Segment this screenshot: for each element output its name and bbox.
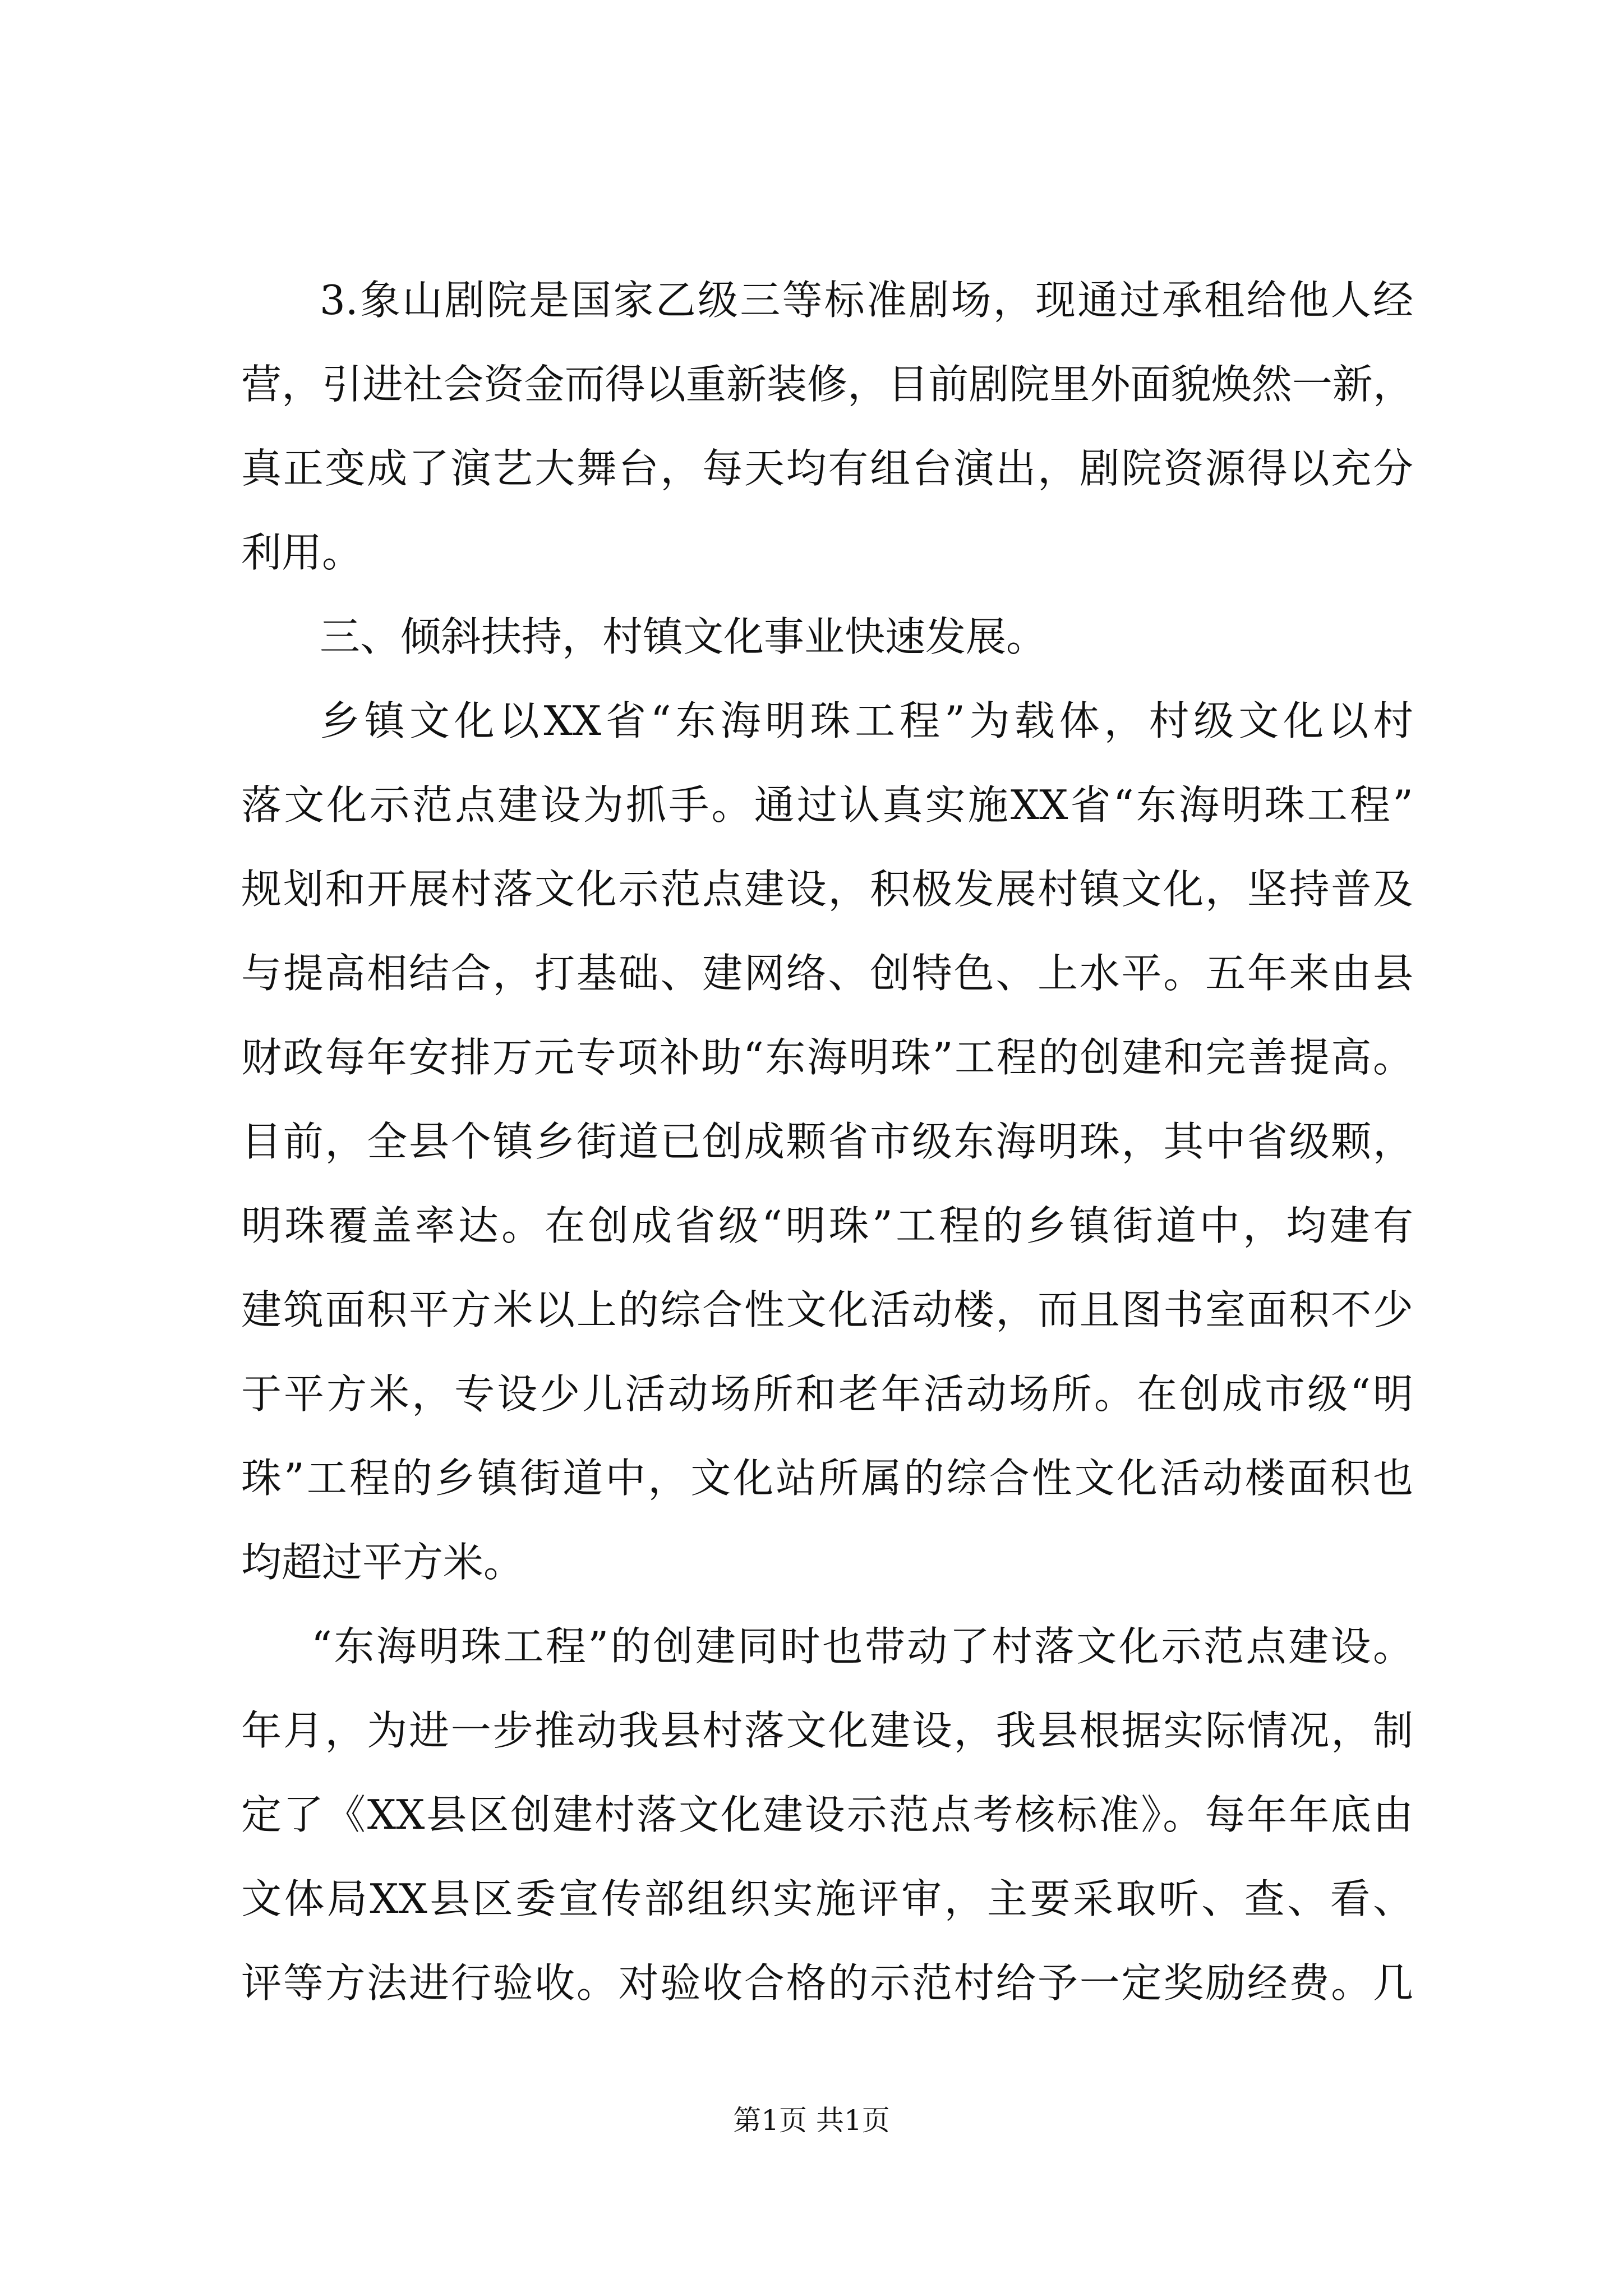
paragraph-line: 落文化示范点建设为抓手。通过认真实施XX省“东海明珠工程” — [241, 781, 1413, 829]
paragraph-line: 年月，为进一步推动我县村落文化建设，我县根据实际情况，制 — [241, 1707, 1413, 1754]
paragraph-line: 规划和开展村落文化示范点建设，积极发展村镇文化，坚持普及 — [241, 866, 1413, 913]
paragraph-line: 与提高相结合，打基础、建网络、创特色、上水平。五年来由县 — [241, 950, 1413, 997]
paragraph-line: 利用。 — [241, 529, 363, 576]
paragraph-line: 营，引进社会资金而得以重新装修，目前剧院里外面貌焕然一新， — [241, 361, 1413, 408]
paragraph-line: 文体局XX县区委宣传部组织实施评审，主要采取听、查、看、 — [241, 1875, 1413, 1922]
paragraph-line: 于平方米，专设少儿活动场所和老年活动场所。在创成市级“明 — [241, 1370, 1413, 1418]
paragraph-line: 3.象山剧院是国家乙级三等标准剧场，现通过承租给他人经 — [320, 277, 1413, 324]
section-heading: 三、倾斜扶持，村镇文化事业快速发展。 — [320, 613, 1047, 660]
paragraph-line: 建筑面积平方米以上的综合性文化活动楼，而且图书室面积不少 — [241, 1286, 1413, 1333]
paragraph-line: 目前，全县个镇乡街道已创成颗省市级东海明珠，其中省级颗， — [241, 1118, 1413, 1165]
page-number-footer: 第1页 共1页 — [733, 2104, 890, 2137]
paragraph-line: 明珠覆盖率达。在创成省级“明珠”工程的乡镇街道中，均建有 — [241, 1202, 1413, 1249]
paragraph-line: 乡镇文化以XX省“东海明珠工程”为载体，村级文化以村 — [320, 697, 1413, 744]
paragraph-line: “东海明珠工程”的创建同时也带动了村落文化示范点建设。 — [311, 1623, 1413, 1670]
paragraph-line: 财政每年安排万元专项补助“东海明珠”工程的创建和完善提高。 — [241, 1034, 1413, 1081]
paragraph-line: 定了《XX县区创建村落文化建设示范点考核标准》。每年年底由 — [241, 1791, 1413, 1838]
paragraph-line: 均超过平方米。 — [241, 1539, 524, 1586]
document-body — [241, 258, 1413, 2025]
paragraph-line: 真正变成了演艺大舞台，每天均有组台演出，剧院资源得以充分 — [241, 445, 1413, 492]
paragraph-line: 珠”工程的乡镇街道中，文化站所属的综合性文化活动楼面积也 — [241, 1455, 1413, 1502]
paragraph-line: 评等方法进行验收。对验收合格的示范村给予一定奖励经费。几 — [241, 1959, 1413, 2007]
